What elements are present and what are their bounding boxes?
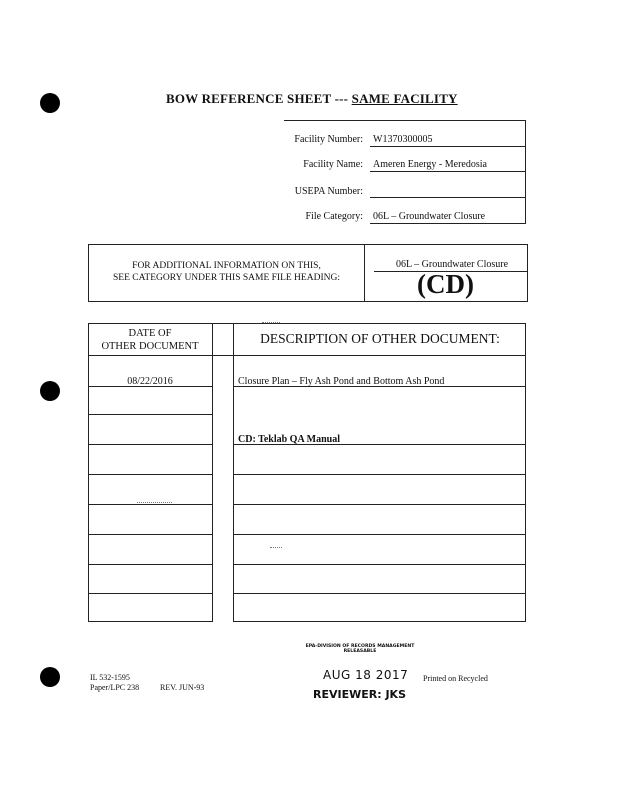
date-column-header bbox=[88, 327, 212, 353]
facility-name-value: Ameren Energy - Meredosia bbox=[373, 159, 487, 170]
additional-info-line-2: SEE CATEGORY UNDER THIS SAME FILE HEADING: bbox=[113, 273, 340, 283]
date-row-rule bbox=[88, 444, 212, 445]
records-stamp-line-2: RELEASABLE bbox=[343, 649, 377, 654]
table-date-rule bbox=[212, 323, 213, 622]
date-row-rule bbox=[88, 474, 212, 475]
scan-speckle bbox=[262, 322, 280, 323]
revision-date: REV. JUN-93 bbox=[160, 683, 205, 692]
punch-hole-top bbox=[40, 93, 60, 113]
additional-info-box bbox=[88, 244, 528, 302]
additional-info-text bbox=[89, 260, 364, 284]
scan-speckle bbox=[137, 502, 172, 503]
file-category-label: File Category: bbox=[305, 211, 363, 222]
printed-on-recycled: Printed on Recycled bbox=[423, 674, 488, 683]
facility-number-label: Facility Number: bbox=[294, 134, 363, 145]
date-row-rule bbox=[88, 534, 212, 535]
facility-number-value: W1370300005 bbox=[373, 134, 433, 145]
punch-hole-bottom bbox=[40, 667, 60, 687]
info-box-category: 06L – Groundwater Closure bbox=[395, 259, 509, 270]
table-top-rule bbox=[88, 323, 526, 324]
form-number-line-2: Paper/LPC 238 bbox=[90, 683, 140, 692]
title-underlined: SAME FACILITY bbox=[351, 91, 458, 106]
date-row-rule bbox=[88, 504, 212, 505]
description-row-rule bbox=[233, 534, 525, 535]
description-row-rule bbox=[233, 564, 525, 565]
info-box-code: (CD) bbox=[417, 269, 474, 299]
facility-name-label: Facility Name: bbox=[303, 159, 363, 170]
received-date-stamp: AUG 18 2017 bbox=[323, 668, 409, 682]
table-row-1-date: 08/22/2016 bbox=[127, 376, 173, 387]
table-left-rule bbox=[88, 323, 89, 622]
facility-number-rule bbox=[370, 146, 525, 147]
title-prefix: BOW REFERENCE SHEET --- bbox=[166, 91, 352, 106]
date-row-rule bbox=[88, 414, 212, 415]
date-row-rule bbox=[88, 621, 212, 622]
date-row-rule bbox=[88, 593, 212, 594]
punch-hole-middle bbox=[40, 381, 60, 401]
facility-top-rule bbox=[284, 120, 526, 121]
facility-name-rule bbox=[370, 171, 525, 172]
description-row-rule bbox=[233, 593, 525, 594]
table-row-1-description: Closure Plan – Fly Ash Pond and Bottom Ash Pond bbox=[238, 376, 445, 387]
date-header-line-1: DATE OF bbox=[128, 328, 172, 339]
table-header-rule bbox=[88, 355, 526, 356]
file-category-rule bbox=[370, 223, 525, 224]
description-row-rule bbox=[233, 621, 525, 622]
description-column-header: DESCRIPTION OF OTHER DOCUMENT: bbox=[260, 331, 500, 346]
table-gap-rule bbox=[233, 323, 234, 622]
page-title bbox=[166, 91, 458, 107]
records-stamp bbox=[290, 644, 430, 654]
table-row-2-description: CD: Teklab QA Manual bbox=[238, 434, 340, 445]
description-row-rule bbox=[233, 504, 525, 505]
facility-right-rule bbox=[525, 120, 526, 224]
date-row-rule bbox=[88, 564, 212, 565]
file-category-value: 06L – Groundwater Closure bbox=[373, 211, 486, 222]
scan-speckle bbox=[270, 547, 282, 548]
additional-info-line-1: FOR ADDITIONAL INFORMATION ON THIS, bbox=[132, 261, 321, 271]
usepa-number-rule bbox=[370, 197, 525, 198]
reviewer-stamp: REVIEWER: JKS bbox=[313, 688, 406, 701]
table-right-rule bbox=[525, 323, 526, 622]
records-stamp-line-1: EPA-DIVISION OF RECORDS MANAGEMENT bbox=[305, 644, 415, 649]
form-number-line-1: IL 532-1595 bbox=[90, 673, 130, 682]
description-row-rule bbox=[233, 474, 525, 475]
usepa-number-label: USEPA Number: bbox=[294, 186, 363, 197]
date-header-line-2: OTHER DOCUMENT bbox=[101, 341, 199, 352]
form-number bbox=[90, 673, 139, 693]
